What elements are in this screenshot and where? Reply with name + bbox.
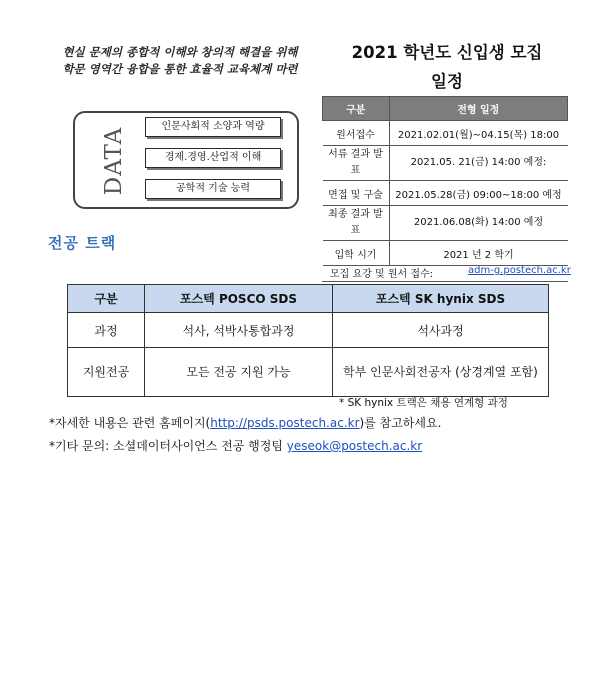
info-contact [49, 437, 422, 454]
schedule-row-value: 2021.05. 21(금) 14:00 예정: [389, 146, 568, 181]
schedule-row-label: 면접 및 구술 [323, 181, 390, 206]
info-contact-prefix: *기타 문의: 소셜데이터사이언스 전공 행정팀 [49, 439, 287, 453]
homepage-link[interactable]: http://psds.postech.ac.kr [210, 416, 360, 430]
data-label-text: DATA [101, 126, 127, 196]
page-title-line-1: 2021 학년도 신입생 모집 [351, 43, 543, 62]
slogan [30, 44, 330, 78]
slogan-line-2: 학문 영역간 융합을 통한 효율적 교육체계 마련 [62, 62, 298, 76]
schedule-row-label: 서류 결과 발표 [323, 146, 390, 181]
schedule-row-label: 원서접수 [323, 121, 390, 146]
schedule-row [323, 121, 568, 146]
info-homepage-prefix: *자세한 내용은 관련 홈페이지( [49, 416, 211, 430]
page-title [324, 38, 570, 96]
track-row-skhynix: 석사과정 [333, 313, 549, 348]
skill-humanities: 인문사회적 소양과 역량 [145, 117, 281, 137]
track-header-category: 구분 [68, 285, 145, 313]
schedule-row-value: 2021.06.08(화) 14:00 예정 [389, 206, 568, 241]
schedule-row [323, 146, 568, 181]
info-homepage-suffix: )를 참고하세요. [359, 416, 442, 430]
schedule-header-date: 전형 일정 [389, 97, 568, 121]
schedule-row [323, 241, 568, 266]
info-homepage [49, 414, 441, 431]
schedule-row-value: 2021.05.28(금) 09:00~18:00 예정 [389, 181, 568, 206]
schedule-table [322, 96, 568, 266]
schedule-row-value: 2021 년 2 학기 [389, 241, 568, 266]
slogan-line-1: 현실 문제의 종합적 이해와 창의적 해결을 위해 [62, 45, 298, 59]
apply-label: 모집 요강 및 원서 접수: [330, 269, 434, 280]
track-header-posco: 포스텍 POSCO SDS [145, 285, 333, 313]
apply-divider [322, 281, 568, 282]
track-table [67, 284, 549, 397]
track-header-row [68, 285, 549, 313]
schedule-row-label: 입학 시기 [323, 241, 390, 266]
track-row-label: 과정 [68, 313, 145, 348]
track-header-skhynix: 포스텍 SK hynix SDS [333, 285, 549, 313]
schedule-row-label: 최종 결과 발표 [323, 206, 390, 241]
schedule-row-value: 2021.02.01(월)~04.15(목) 18:00 [389, 121, 568, 146]
data-diagram-label [92, 122, 132, 200]
schedule-header-row [323, 97, 568, 121]
apply-link[interactable]: adm-g.postech.ac.kr [468, 265, 571, 276]
track-row [68, 313, 549, 348]
schedule-row [323, 181, 568, 206]
track-row-posco: 석사, 석박사통합과정 [145, 313, 333, 348]
page-title-line-2: 일정 [431, 72, 463, 91]
skill-engineering: 공학적 기술 능력 [145, 179, 281, 199]
section-title-major-track: 전공 트랙 [48, 234, 117, 252]
track-row-label: 지원전공 [68, 348, 145, 397]
skill-economics: 경제.경영.산업적 이해 [145, 148, 281, 168]
track-row [68, 348, 549, 397]
schedule-row [323, 206, 568, 241]
schedule-header-category: 구분 [323, 97, 390, 121]
track-footnote: * SK hynix 트랙은 채용 연계형 과정 [339, 397, 508, 409]
contact-email-link[interactable]: yeseok@postech.ac.kr [286, 439, 423, 453]
track-row-posco: 모든 전공 지원 가능 [145, 348, 333, 397]
track-row-skhynix: 학부 인문사회전공자 (상경계열 포함) [333, 348, 549, 397]
